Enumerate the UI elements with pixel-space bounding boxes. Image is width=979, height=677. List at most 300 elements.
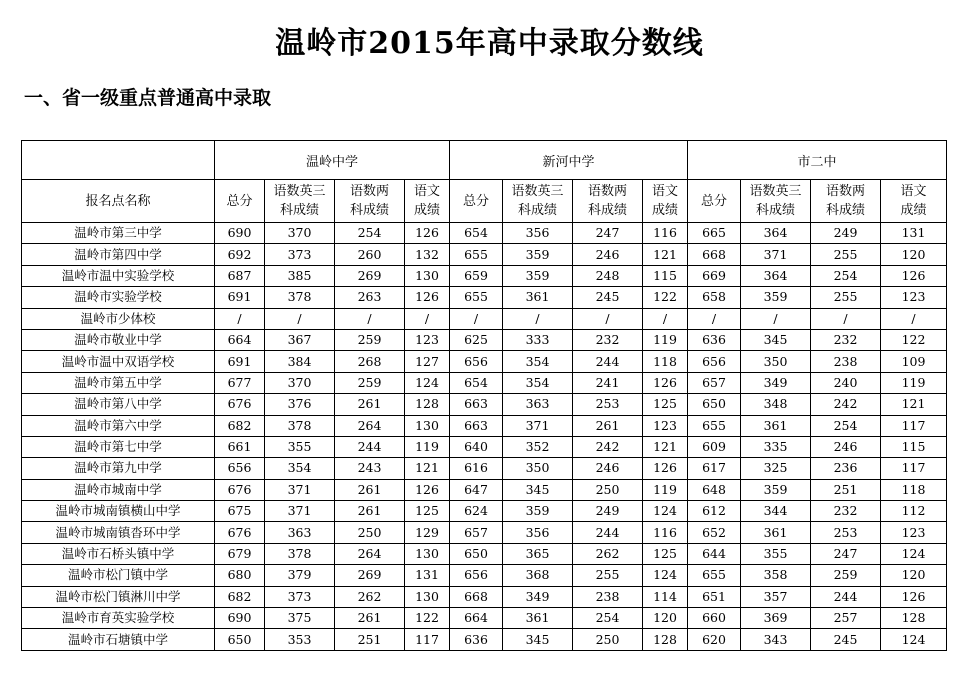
score-cell: 248 <box>573 265 643 286</box>
table-row <box>22 629 947 650</box>
school-name-cell: 温岭市少体校 <box>22 308 215 329</box>
score-cell: 114 <box>643 586 688 607</box>
score-cell: 254 <box>335 223 405 244</box>
subject-column-header <box>643 180 688 223</box>
score-cell: / <box>265 308 335 329</box>
school-header: 新河中学 <box>450 141 688 180</box>
score-cell: 648 <box>688 479 741 500</box>
subject-header-line1: 语数英三 <box>273 184 326 199</box>
score-cell: 344 <box>741 501 811 522</box>
score-cell: 359 <box>503 244 573 265</box>
score-cell: 130 <box>405 543 450 564</box>
score-cell: 367 <box>265 329 335 350</box>
section-title: 一、省一级重点普通高中录取 <box>24 87 272 109</box>
score-cell: 359 <box>503 501 573 522</box>
score-cell: 373 <box>265 244 335 265</box>
score-cell: 692 <box>215 244 265 265</box>
score-cell: / <box>811 308 881 329</box>
score-cell: 124 <box>405 372 450 393</box>
score-cell: 251 <box>811 479 881 500</box>
score-cell: 262 <box>335 586 405 607</box>
score-cell: 650 <box>215 629 265 650</box>
score-cell: 675 <box>215 501 265 522</box>
score-cell: 109 <box>881 351 947 372</box>
table-row <box>22 565 947 586</box>
score-cell: 117 <box>405 629 450 650</box>
score-cell: 122 <box>881 329 947 350</box>
table-row <box>22 265 947 286</box>
score-cell: / <box>573 308 643 329</box>
document-title: 温岭市2015年高中录取分数线 <box>275 26 704 61</box>
score-cell: 371 <box>741 244 811 265</box>
subject-header-line1: 总分 <box>463 193 490 209</box>
table-row <box>22 394 947 415</box>
header-row-schools <box>22 141 947 180</box>
score-cell: 378 <box>265 415 335 436</box>
score-cell: 345 <box>741 329 811 350</box>
table-row <box>22 308 947 329</box>
score-cell: 120 <box>643 608 688 629</box>
score-cell: 355 <box>741 543 811 564</box>
score-cell: 655 <box>688 415 741 436</box>
score-cell: 246 <box>573 458 643 479</box>
score-cell: 128 <box>405 394 450 415</box>
score-cell: 249 <box>573 501 643 522</box>
score-cell: 636 <box>450 629 503 650</box>
score-cell: 343 <box>741 629 811 650</box>
school-name-cell: 温岭市温中实验学校 <box>22 265 215 286</box>
score-cell: 254 <box>573 608 643 629</box>
subject-header-line1: 总分 <box>226 193 253 209</box>
score-cell: 652 <box>688 522 741 543</box>
score-cell: / <box>881 308 947 329</box>
subject-header-line1: 语数两 <box>588 184 628 199</box>
score-cell: 123 <box>643 415 688 436</box>
score-cell: 676 <box>215 479 265 500</box>
score-cell: 257 <box>811 608 881 629</box>
score-cell: 119 <box>643 479 688 500</box>
subject-header-line1: 语文 <box>414 184 441 199</box>
score-cell: 121 <box>643 244 688 265</box>
score-cell: 348 <box>741 394 811 415</box>
score-cell: 119 <box>643 329 688 350</box>
school-header: 温岭中学 <box>215 141 450 180</box>
score-cell: 364 <box>741 223 811 244</box>
score-cell: 124 <box>881 543 947 564</box>
score-cell: 659 <box>450 265 503 286</box>
score-cell: 261 <box>335 608 405 629</box>
score-cell: 379 <box>265 565 335 586</box>
score-cell: 676 <box>215 394 265 415</box>
score-cell: 640 <box>450 436 503 457</box>
score-cell: / <box>503 308 573 329</box>
score-cell: 353 <box>265 629 335 650</box>
score-cell: 361 <box>503 287 573 308</box>
score-cell: 126 <box>881 265 947 286</box>
table-row <box>22 244 947 265</box>
score-cell: 663 <box>450 394 503 415</box>
score-cell: 650 <box>688 394 741 415</box>
subject-column-header <box>265 180 335 223</box>
score-cell: 255 <box>573 565 643 586</box>
school-name-cell: 温岭市第五中学 <box>22 372 215 393</box>
score-cell: 376 <box>265 394 335 415</box>
subject-column-header <box>573 180 643 223</box>
score-cell: 255 <box>811 244 881 265</box>
score-cell: 124 <box>643 501 688 522</box>
score-cell: 130 <box>405 415 450 436</box>
school-name-cell: 温岭市第四中学 <box>22 244 215 265</box>
score-cell: 232 <box>573 329 643 350</box>
score-cell: 126 <box>643 458 688 479</box>
score-cell: 242 <box>811 394 881 415</box>
score-cell: / <box>215 308 265 329</box>
score-cell: 691 <box>215 351 265 372</box>
subject-header-line1: 语文 <box>900 184 927 199</box>
score-cell: 375 <box>265 608 335 629</box>
score-cell: 676 <box>215 522 265 543</box>
score-cell: 251 <box>335 629 405 650</box>
score-cell: 247 <box>811 543 881 564</box>
score-cell: 247 <box>573 223 643 244</box>
score-cell: / <box>741 308 811 329</box>
score-cell: 240 <box>811 372 881 393</box>
subject-column-header <box>215 180 265 223</box>
score-cell: 122 <box>405 608 450 629</box>
score-cell: 654 <box>450 372 503 393</box>
score-cell: 131 <box>881 223 947 244</box>
score-cell: 236 <box>811 458 881 479</box>
subject-column-header <box>811 180 881 223</box>
score-cell: 333 <box>503 329 573 350</box>
score-cell: 335 <box>741 436 811 457</box>
score-cell: 359 <box>503 265 573 286</box>
score-cell: 242 <box>573 436 643 457</box>
score-cell: 118 <box>643 351 688 372</box>
subject-column-header <box>450 180 503 223</box>
score-cell: 371 <box>503 415 573 436</box>
score-cell: 354 <box>265 458 335 479</box>
score-cell: 241 <box>573 372 643 393</box>
score-cell: 126 <box>405 287 450 308</box>
score-cell: 356 <box>503 223 573 244</box>
score-cell: 617 <box>688 458 741 479</box>
table-row <box>22 586 947 607</box>
score-cell: 647 <box>450 479 503 500</box>
subject-header-line2: 科成绩 <box>349 203 389 218</box>
score-cell: 370 <box>265 372 335 393</box>
subject-header-line2: 成绩 <box>652 203 679 218</box>
score-cell: 349 <box>503 586 573 607</box>
score-cell: 117 <box>881 415 947 436</box>
score-cell: 112 <box>881 501 947 522</box>
school-name-cell: 温岭市第七中学 <box>22 436 215 457</box>
score-cell: 244 <box>811 586 881 607</box>
table-row <box>22 329 947 350</box>
score-cell: / <box>450 308 503 329</box>
subject-header-line1: 语数英三 <box>511 184 564 199</box>
score-cell: 355 <box>265 436 335 457</box>
score-cell: 660 <box>688 608 741 629</box>
score-cell: 325 <box>741 458 811 479</box>
score-cell: 371 <box>265 479 335 500</box>
score-cell: 125 <box>643 394 688 415</box>
subject-header-line1: 总分 <box>701 193 728 209</box>
score-cell: 119 <box>881 372 947 393</box>
subject-header-line1: 语文 <box>652 184 679 199</box>
subject-header-line2: 科成绩 <box>826 203 866 218</box>
school-name-cell: 温岭市城南镇沓环中学 <box>22 522 215 543</box>
score-cell: 345 <box>503 479 573 500</box>
score-cell: 245 <box>811 629 881 650</box>
score-cell: 245 <box>573 287 643 308</box>
school-name-cell: 温岭市敬业中学 <box>22 329 215 350</box>
score-cell: 263 <box>335 287 405 308</box>
score-cell: 679 <box>215 543 265 564</box>
school-header: 市二中 <box>688 141 947 180</box>
subject-header-line2: 科成绩 <box>279 203 319 218</box>
subject-header-line1: 语数英三 <box>749 184 802 199</box>
school-name-cell: 温岭市温中双语学校 <box>22 351 215 372</box>
score-cell: 656 <box>450 565 503 586</box>
score-cell: 609 <box>688 436 741 457</box>
score-cell: 259 <box>335 372 405 393</box>
subject-column-header <box>335 180 405 223</box>
score-cell: 121 <box>643 436 688 457</box>
score-cell: 128 <box>881 608 947 629</box>
subject-column-header <box>881 180 947 223</box>
table-row <box>22 543 947 564</box>
score-cell: 345 <box>503 629 573 650</box>
score-cell: 261 <box>335 479 405 500</box>
score-cell: 620 <box>688 629 741 650</box>
score-cell: 232 <box>811 501 881 522</box>
school-name-cell: 温岭市第三中学 <box>22 223 215 244</box>
score-table-body <box>22 223 947 651</box>
table-row <box>22 458 947 479</box>
score-cell: 232 <box>811 329 881 350</box>
score-cell: 625 <box>450 329 503 350</box>
score-cell: 368 <box>503 565 573 586</box>
score-cell: 371 <box>265 501 335 522</box>
score-cell: 690 <box>215 608 265 629</box>
score-cell: 636 <box>688 329 741 350</box>
score-cell: 682 <box>215 586 265 607</box>
score-cell: 687 <box>215 265 265 286</box>
score-cell: 130 <box>405 586 450 607</box>
subject-column-header <box>503 180 573 223</box>
score-cell: 354 <box>503 372 573 393</box>
score-cell: 250 <box>573 479 643 500</box>
score-cell: 261 <box>573 415 643 436</box>
score-cell: 616 <box>450 458 503 479</box>
score-cell: 121 <box>881 394 947 415</box>
score-cell: 385 <box>265 265 335 286</box>
score-cell: 128 <box>643 629 688 650</box>
score-cell: 125 <box>405 501 450 522</box>
subject-header-line2: 成绩 <box>900 203 927 218</box>
score-cell: 657 <box>688 372 741 393</box>
score-cell: 123 <box>881 522 947 543</box>
score-cell: 650 <box>450 543 503 564</box>
score-cell: 125 <box>643 543 688 564</box>
score-cell: 364 <box>741 265 811 286</box>
score-cell: 350 <box>741 351 811 372</box>
score-cell: 352 <box>503 436 573 457</box>
score-cell: 655 <box>450 244 503 265</box>
score-cell: 120 <box>881 244 947 265</box>
table-row <box>22 351 947 372</box>
score-cell: 365 <box>503 543 573 564</box>
school-name-cell: 温岭市第八中学 <box>22 394 215 415</box>
score-cell: 661 <box>215 436 265 457</box>
school-name-cell: 温岭市松门镇淋川中学 <box>22 586 215 607</box>
subject-header-line2: 科成绩 <box>588 203 628 218</box>
score-cell: 356 <box>503 522 573 543</box>
score-cell: 644 <box>688 543 741 564</box>
score-cell: 123 <box>881 287 947 308</box>
score-cell: 357 <box>741 586 811 607</box>
table-row <box>22 501 947 522</box>
score-cell: 262 <box>573 543 643 564</box>
score-cell: 246 <box>573 244 643 265</box>
score-cell: 124 <box>881 629 947 650</box>
score-cell: 655 <box>450 287 503 308</box>
score-cell: 124 <box>643 565 688 586</box>
score-cell: 120 <box>881 565 947 586</box>
school-name-cell: 温岭市松门镇中学 <box>22 565 215 586</box>
school-name-cell: 温岭市城南中学 <box>22 479 215 500</box>
score-cell: 663 <box>450 415 503 436</box>
score-cell: 361 <box>741 522 811 543</box>
score-cell: 654 <box>450 223 503 244</box>
table-row <box>22 522 947 543</box>
school-name-cell: 温岭市石桥头镇中学 <box>22 543 215 564</box>
school-name-cell: 温岭市育英实验学校 <box>22 608 215 629</box>
score-cell: 119 <box>405 436 450 457</box>
score-cell: 249 <box>811 223 881 244</box>
score-cell: / <box>335 308 405 329</box>
subject-column-header <box>405 180 450 223</box>
score-cell: 665 <box>688 223 741 244</box>
header-row-subjects <box>22 180 947 223</box>
score-cell: 123 <box>405 329 450 350</box>
score-cell: 254 <box>811 415 881 436</box>
score-cell: 664 <box>450 608 503 629</box>
score-cell: 269 <box>335 265 405 286</box>
table-row <box>22 223 947 244</box>
score-cell: 691 <box>215 287 265 308</box>
score-cell: 130 <box>405 265 450 286</box>
score-cell: 122 <box>643 287 688 308</box>
score-cell: 127 <box>405 351 450 372</box>
score-cell: 115 <box>643 265 688 286</box>
score-cell: 359 <box>741 287 811 308</box>
score-cell: 268 <box>335 351 405 372</box>
table-row <box>22 608 947 629</box>
score-cell: 264 <box>335 415 405 436</box>
score-cell: 370 <box>265 223 335 244</box>
score-cell: 116 <box>643 223 688 244</box>
subject-column-header <box>688 180 741 223</box>
score-cell: 254 <box>811 265 881 286</box>
score-cell: 349 <box>741 372 811 393</box>
score-cell: 126 <box>405 479 450 500</box>
table-row <box>22 372 947 393</box>
score-cell: 350 <box>503 458 573 479</box>
score-cell: 682 <box>215 415 265 436</box>
score-cell: 655 <box>688 565 741 586</box>
table-row <box>22 436 947 457</box>
score-cell: 260 <box>335 244 405 265</box>
score-cell: 250 <box>573 629 643 650</box>
score-cell: 378 <box>265 287 335 308</box>
score-cell: 359 <box>741 479 811 500</box>
score-cell: 354 <box>503 351 573 372</box>
score-cell: 363 <box>265 522 335 543</box>
score-cell: 664 <box>215 329 265 350</box>
score-cell: 244 <box>335 436 405 457</box>
school-name-cell: 温岭市第九中学 <box>22 458 215 479</box>
score-cell: 690 <box>215 223 265 244</box>
header-blank-cell <box>22 141 215 180</box>
score-cell: 668 <box>688 244 741 265</box>
score-cell: 129 <box>405 522 450 543</box>
score-cell: 656 <box>215 458 265 479</box>
score-cell: 126 <box>405 223 450 244</box>
score-cell: 373 <box>265 586 335 607</box>
score-cell: 259 <box>811 565 881 586</box>
score-cell: 363 <box>503 394 573 415</box>
score-cell: 361 <box>503 608 573 629</box>
score-cell: 253 <box>811 522 881 543</box>
score-cell: 612 <box>688 501 741 522</box>
score-cell: 624 <box>450 501 503 522</box>
score-cell: 264 <box>335 543 405 564</box>
score-cell: 358 <box>741 565 811 586</box>
score-cell: 118 <box>881 479 947 500</box>
score-cell: 115 <box>881 436 947 457</box>
score-cell: 656 <box>688 351 741 372</box>
score-cell: 669 <box>688 265 741 286</box>
score-cell: 259 <box>335 329 405 350</box>
score-cell: 126 <box>643 372 688 393</box>
score-cell: 253 <box>573 394 643 415</box>
score-cell: / <box>405 308 450 329</box>
score-cell: 378 <box>265 543 335 564</box>
score-cell: 243 <box>335 458 405 479</box>
school-name-cell: 温岭市实验学校 <box>22 287 215 308</box>
score-cell: 261 <box>335 394 405 415</box>
score-cell: 384 <box>265 351 335 372</box>
score-cell: 238 <box>811 351 881 372</box>
score-cell: 117 <box>881 458 947 479</box>
subject-header-line1: 语数两 <box>826 184 866 199</box>
score-cell: 658 <box>688 287 741 308</box>
score-cell: 361 <box>741 415 811 436</box>
score-cell: 132 <box>405 244 450 265</box>
score-cell: 657 <box>450 522 503 543</box>
subject-header-line2: 科成绩 <box>518 203 558 218</box>
score-cell: / <box>688 308 741 329</box>
score-cell: 244 <box>573 522 643 543</box>
score-cell: 131 <box>405 565 450 586</box>
score-table <box>21 140 947 651</box>
table-row <box>22 415 947 436</box>
school-name-cell: 温岭市城南镇横山中学 <box>22 501 215 522</box>
subject-column-header <box>741 180 811 223</box>
table-row <box>22 287 947 308</box>
